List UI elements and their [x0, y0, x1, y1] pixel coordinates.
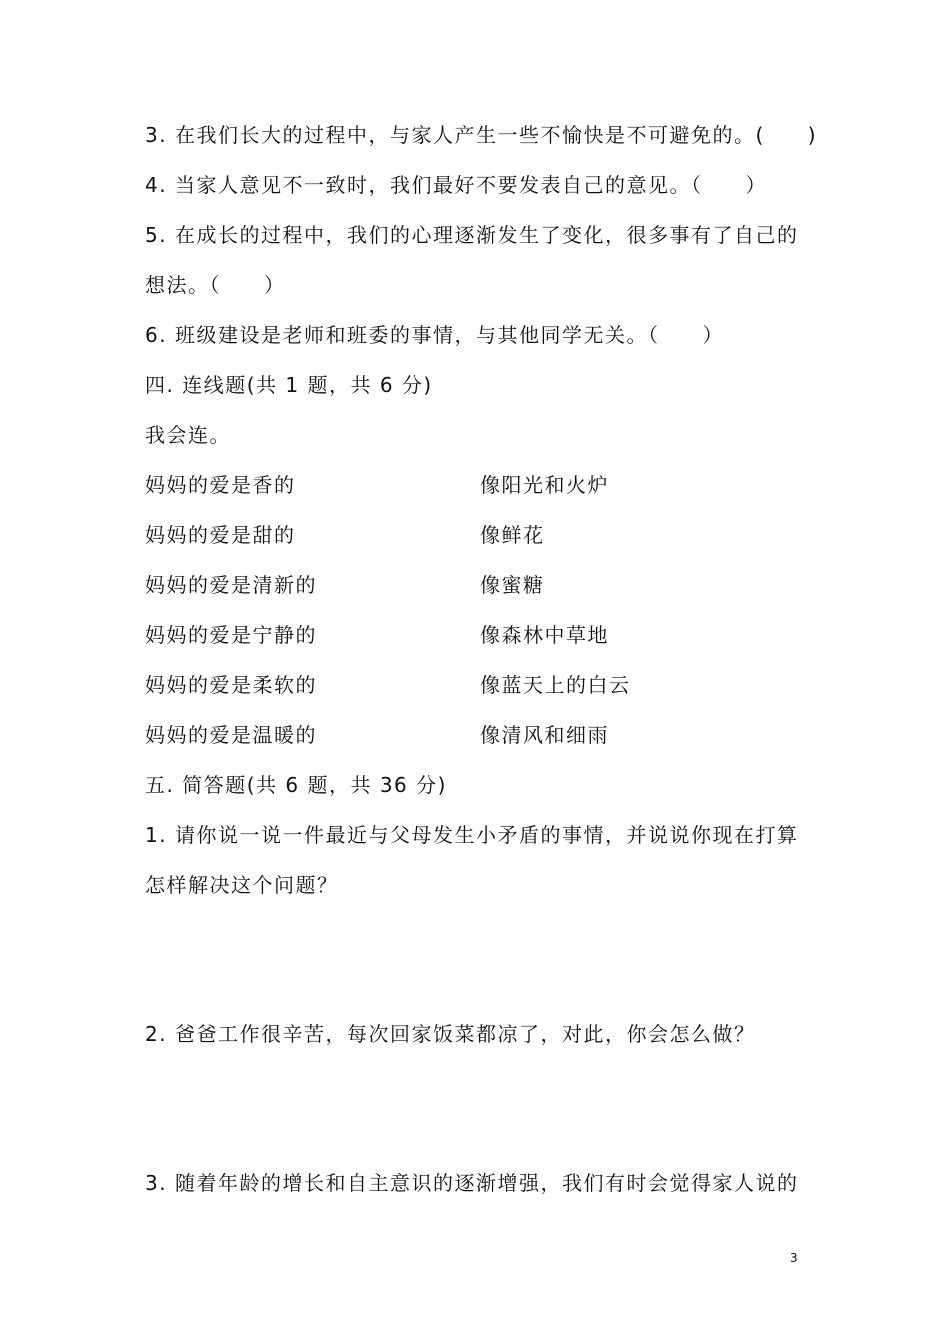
short-answer-q1-line-2: 怎样解决这个问题？	[145, 873, 339, 897]
matching-right-item: 像蓝天上的白云	[480, 673, 631, 697]
matching-right-item: 像森林中草地	[480, 623, 609, 647]
matching-left-item: 妈妈的爱是宁静的	[145, 623, 317, 647]
question-4: 4. 当家人意见不一致时，我们最好不要发表自己的意见。（ ）	[145, 173, 767, 197]
matching-right-item: 像鲜花	[480, 523, 545, 547]
matching-right-item: 像阳光和火炉	[480, 473, 609, 497]
matching-right-item: 像蜜糖	[480, 573, 545, 597]
short-answer-q3: 3. 随着年龄的增长和自主意识的逐渐增强，我们有时会觉得家人说的	[145, 1171, 799, 1195]
question-3: 3. 在我们长大的过程中，与家人产生一些不愉快是不可避免的。( )	[145, 123, 818, 147]
matching-left-item: 妈妈的爱是温暖的	[145, 723, 317, 747]
page-number: 3	[790, 1251, 798, 1265]
matching-left-item: 妈妈的爱是香的	[145, 473, 296, 497]
short-answer-q1-line-1: 1. 请你说一说一件最近与父母发生小矛盾的事情，并说说你现在打算	[145, 823, 799, 847]
matching-left-item: 妈妈的爱是柔软的	[145, 673, 317, 697]
matching-left-item: 妈妈的爱是甜的	[145, 523, 296, 547]
question-6: 6. 班级建设是老师和班委的事情，与其他同学无关。（ ）	[145, 323, 724, 347]
question-5-line-2: 想法。（ ）	[145, 273, 286, 297]
short-answer-heading: 五. 简答题(共 6 题，共 36 分)	[145, 773, 447, 797]
question-5-line-1: 5. 在成长的过程中，我们的心理逐渐发生了变化，很多事有了自己的	[145, 223, 799, 247]
matching-right-item: 像清风和细雨	[480, 723, 609, 747]
matching-instruction: 我会连。	[145, 423, 231, 447]
matching-left-item: 妈妈的爱是清新的	[145, 573, 317, 597]
short-answer-q2: 2. 爸爸工作很辛苦，每次回家饭菜都凉了，对此，你会怎么做？	[145, 1022, 756, 1046]
matching-heading: 四. 连线题(共 1 题，共 6 分)	[145, 373, 433, 397]
